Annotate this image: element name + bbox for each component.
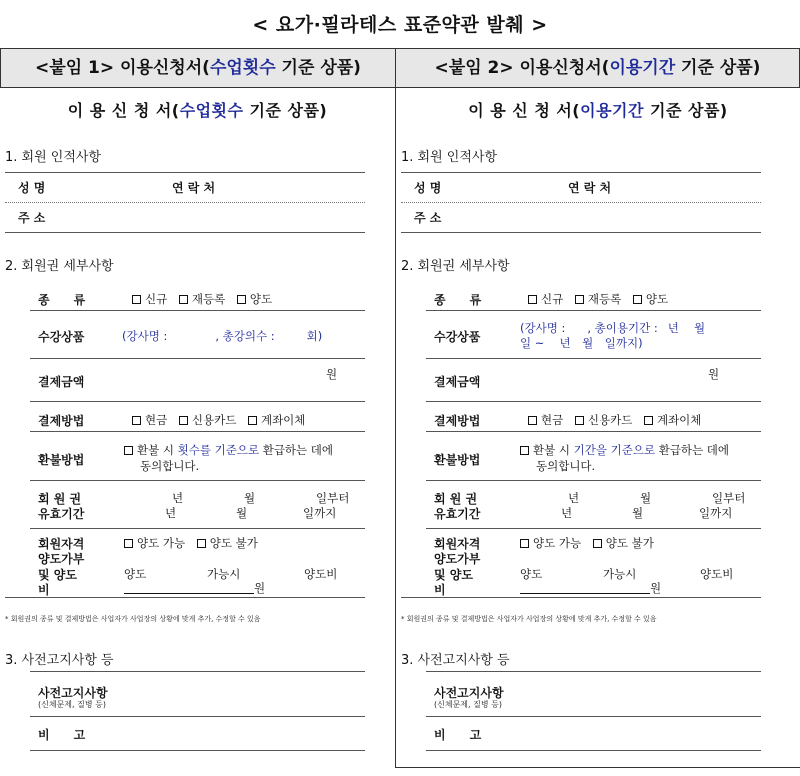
- notice-sub-label: (신체문제, 질병 등): [434, 700, 502, 709]
- checkbox[interactable]: [132, 416, 141, 425]
- transfer-option-not-allowed[interactable]: [197, 536, 258, 550]
- transfer-line-a: 양도: [520, 567, 543, 581]
- checkbox[interactable]: [179, 295, 188, 304]
- refund-text: 환불 시: [533, 443, 574, 457]
- validity-to-month: 월: [236, 506, 248, 520]
- refund-consent[interactable]: [124, 442, 333, 458]
- validity-label-1: 회 원 권: [434, 492, 478, 506]
- footnote: * 회원권의 종류 및 결제방법은 사업자가 사업장의 상황에 맞게 추가, 수정할 수 있음: [5, 615, 261, 623]
- payment-option-card[interactable]: [575, 413, 632, 427]
- type-label: 종 류: [38, 293, 86, 307]
- refund-text-end: 환급하는 데에: [259, 443, 334, 457]
- address-label: 주 소: [414, 211, 442, 225]
- payment-option-transfer[interactable]: [644, 413, 701, 427]
- divider: [30, 401, 365, 402]
- transfer-label-2: 양도가부: [434, 552, 481, 566]
- option-label: 양도: [249, 292, 273, 306]
- divider: [426, 431, 761, 432]
- validity-label-2: 유효기간: [38, 507, 85, 521]
- payment-method-options: [528, 412, 709, 428]
- divider: [401, 232, 761, 233]
- validity-to-year: 년: [561, 506, 573, 520]
- checkbox[interactable]: [528, 295, 537, 304]
- product-label: 수강상품: [38, 330, 85, 344]
- transfer-line-c: 양도비: [700, 567, 734, 581]
- refund-method-label: 환불방법: [38, 453, 85, 467]
- option-label: 양도: [645, 292, 669, 306]
- notice-label: 사전고지사항: [434, 686, 504, 700]
- validity-to-month: 월: [632, 506, 644, 520]
- remarks-label: 비 고: [434, 728, 482, 742]
- application-form-right: [396, 88, 800, 768]
- validity-to-day: 일까지: [699, 506, 733, 520]
- header-highlight: 이용기간: [609, 58, 676, 78]
- transfer-line-b: 가능시: [207, 567, 241, 581]
- section-prior-notice: 3. 사전고지사항 등: [5, 653, 114, 668]
- option-label: 현금: [145, 413, 168, 427]
- payment-option-cash[interactable]: [528, 413, 563, 427]
- product-line-2: 일 ~ 년 월 일까지): [520, 336, 643, 350]
- checkbox[interactable]: [124, 539, 133, 548]
- payment-method-label: 결제방법: [38, 414, 85, 428]
- validity-from-year: 년: [172, 491, 184, 505]
- footnote: * 회원권의 종류 및 결제방법은 사업자가 사업장의 상황에 맞게 추가, 수정할 수 있음: [401, 615, 657, 623]
- divider: [30, 358, 365, 359]
- fee-unit: 원: [650, 581, 662, 595]
- option-label: 양도 불가: [605, 536, 654, 550]
- checkbox[interactable]: [520, 446, 529, 455]
- product-total: , 총이용기간 :: [587, 321, 658, 335]
- payment-option-cash[interactable]: [132, 413, 167, 427]
- form-title-text-end: 기준 상품): [243, 101, 328, 120]
- validity-to-year: 년: [165, 506, 177, 520]
- refund-consent-line-2: 동의합니다.: [140, 459, 200, 473]
- header-text-end: 기준 상품): [275, 58, 361, 78]
- notice-label: 사전고지사항: [38, 686, 108, 700]
- divider: [426, 358, 761, 359]
- payment-method-options: [132, 412, 313, 428]
- type-label: 종 류: [434, 293, 482, 307]
- product-instructor: (강사명 :: [122, 329, 168, 343]
- validity-from-day: 일부터: [316, 491, 350, 505]
- fee-blank[interactable]: [124, 582, 254, 594]
- option-label: 신규: [145, 292, 168, 306]
- fee-blank[interactable]: [520, 582, 650, 594]
- page-title: < 요가·필라테스 표준약관 발췌 >: [252, 14, 548, 36]
- divider: [30, 310, 365, 311]
- divider: [30, 671, 365, 672]
- option-label: 계좌이체: [656, 413, 702, 427]
- divider: [30, 431, 365, 432]
- option-label: 신용카드: [587, 413, 633, 427]
- validity-label-2: 유효기간: [434, 507, 481, 521]
- checkbox[interactable]: [248, 416, 257, 425]
- form-title-highlight: 수업횟수: [179, 101, 244, 120]
- divider: [426, 528, 761, 529]
- refund-text-end: 환급하는 데에: [655, 443, 730, 457]
- checkbox[interactable]: [237, 295, 246, 304]
- divider: [426, 401, 761, 402]
- form-title-highlight: 이용기간: [580, 101, 644, 120]
- address-label: 주 소: [18, 211, 46, 225]
- checkbox[interactable]: [528, 416, 537, 425]
- divider: [5, 232, 365, 233]
- product-line-1: [122, 328, 322, 344]
- divider: [401, 172, 761, 173]
- refund-consent[interactable]: [520, 442, 729, 458]
- divider: [426, 716, 761, 717]
- type-options: [528, 291, 676, 307]
- remarks-label: 비 고: [38, 728, 86, 742]
- payment-option-card[interactable]: [179, 413, 236, 427]
- section-personal-info: 1. 회원 인적사항: [5, 150, 102, 165]
- divider: [426, 671, 761, 672]
- checkbox[interactable]: [633, 295, 642, 304]
- validity-from-year: 년: [568, 491, 580, 505]
- type-option-renew[interactable]: [179, 292, 225, 306]
- transfer-label-2: 양도가부: [38, 552, 85, 566]
- checkbox[interactable]: [520, 539, 529, 548]
- divider: [30, 750, 365, 751]
- product-unit: 회): [306, 329, 323, 343]
- type-option-new[interactable]: [132, 292, 167, 306]
- option-label: 계좌이체: [260, 413, 306, 427]
- divider: [426, 480, 761, 481]
- type-option-transfer[interactable]: [633, 292, 668, 306]
- checkbox[interactable]: [593, 539, 602, 548]
- option-label: 양도 가능: [137, 536, 186, 550]
- transfer-label-3: 및 양도: [38, 568, 77, 582]
- section-prior-notice: 3. 사전고지사항 등: [401, 653, 510, 668]
- attachment-1-header: [0, 48, 396, 88]
- transfer-options: [124, 535, 266, 551]
- refund-text: 환불 시: [137, 443, 178, 457]
- attachment-2-header: [396, 48, 800, 88]
- application-form-left: [0, 88, 395, 768]
- transfer-label-1: 회원자격: [38, 537, 85, 551]
- option-label: 신규: [541, 292, 564, 306]
- transfer-option-allowed[interactable]: [124, 536, 185, 550]
- transfer-line-b: 가능시: [603, 567, 637, 581]
- product-instructor: (강사명 :: [520, 321, 566, 335]
- option-label: 신용카드: [191, 413, 237, 427]
- checkbox[interactable]: [644, 416, 653, 425]
- product-label: 수강상품: [434, 330, 481, 344]
- section-membership-details: 2. 회원권 세부사항: [401, 259, 510, 274]
- option-label: 양도 불가: [209, 536, 258, 550]
- amount-label: 결제금액: [38, 375, 85, 389]
- divider: [401, 597, 761, 598]
- transfer-label-3: 및 양도: [434, 568, 473, 582]
- option-label: 재등록: [587, 292, 622, 306]
- validity-from-day: 일부터: [712, 491, 746, 505]
- type-options: [132, 291, 280, 307]
- validity-from-month: 월: [244, 491, 256, 505]
- header-text: <붙임 1> 이용신청서(: [35, 58, 210, 78]
- contact-label: 연 락 처: [172, 181, 216, 195]
- checkbox[interactable]: [575, 295, 584, 304]
- form-title-text: 이 용 신 청 서(: [67, 101, 180, 120]
- transfer-line-a: 양도: [124, 567, 147, 581]
- name-label: 성 명: [414, 181, 442, 195]
- divider: [30, 528, 365, 529]
- refund-consent-line-2: 동의합니다.: [536, 459, 596, 473]
- transfer-options: [520, 535, 662, 551]
- transfer-label-4: 비: [434, 583, 446, 597]
- amount-label: 결제금액: [434, 375, 481, 389]
- amount-unit: 원: [326, 367, 338, 381]
- validity-label-1: 회 원 권: [38, 492, 82, 506]
- refund-method-label: 환불방법: [434, 453, 481, 467]
- option-label: 재등록: [191, 292, 226, 306]
- fee-unit: 원: [254, 581, 266, 595]
- notice-sub-label: (신체문제, 질병 등): [38, 700, 106, 709]
- refund-highlight: 횟수를 기준으로: [177, 443, 260, 457]
- name-label: 성 명: [18, 181, 46, 195]
- checkbox[interactable]: [197, 539, 206, 548]
- validity-to-day: 일까지: [303, 506, 337, 520]
- header-highlight: 수업횟수: [209, 58, 276, 78]
- section-membership-details: 2. 회원권 세부사항: [5, 259, 114, 274]
- divider: [426, 310, 761, 311]
- form-title-text-end: 기준 상품): [643, 101, 728, 120]
- header-text: <붙임 2> 이용신청서(: [434, 58, 610, 78]
- refund-highlight: 기간을 기준으로: [573, 443, 656, 457]
- divider: [401, 202, 761, 203]
- option-label: 양도 가능: [533, 536, 582, 550]
- divider: [5, 172, 365, 173]
- product-line-1: [520, 320, 705, 336]
- transfer-fee-field[interactable]: [124, 580, 265, 596]
- product-total: , 총강의수 :: [215, 329, 275, 343]
- form-title-text: 이 용 신 청 서(: [468, 101, 581, 120]
- amount-unit: 원: [708, 367, 720, 381]
- header-text-end: 기준 상품): [675, 58, 761, 78]
- form-title: [0, 98, 395, 121]
- divider: [426, 750, 761, 751]
- product-unit: 년 월: [667, 321, 706, 335]
- payment-method-label: 결제방법: [434, 414, 481, 428]
- checkbox[interactable]: [179, 416, 188, 425]
- transfer-line-c: 양도비: [304, 567, 338, 581]
- checkbox[interactable]: [124, 446, 133, 455]
- form-title: [396, 98, 800, 121]
- option-label: 현금: [541, 413, 564, 427]
- divider: [30, 716, 365, 717]
- payment-option-transfer[interactable]: [248, 413, 305, 427]
- checkbox[interactable]: [575, 416, 584, 425]
- contact-label: 연 락 처: [568, 181, 612, 195]
- divider: [5, 202, 365, 203]
- transfer-label-1: 회원자격: [434, 537, 481, 551]
- validity-from-month: 월: [640, 491, 652, 505]
- transfer-option-not-allowed[interactable]: [593, 536, 654, 550]
- transfer-option-allowed[interactable]: [520, 536, 581, 550]
- divider: [30, 480, 365, 481]
- transfer-label-4: 비: [38, 583, 50, 597]
- transfer-fee-field[interactable]: [520, 580, 661, 596]
- section-personal-info: 1. 회원 인적사항: [401, 150, 498, 165]
- checkbox[interactable]: [132, 295, 141, 304]
- type-option-renew[interactable]: [575, 292, 621, 306]
- type-option-new[interactable]: [528, 292, 563, 306]
- divider: [5, 597, 365, 598]
- type-option-transfer[interactable]: [237, 292, 272, 306]
